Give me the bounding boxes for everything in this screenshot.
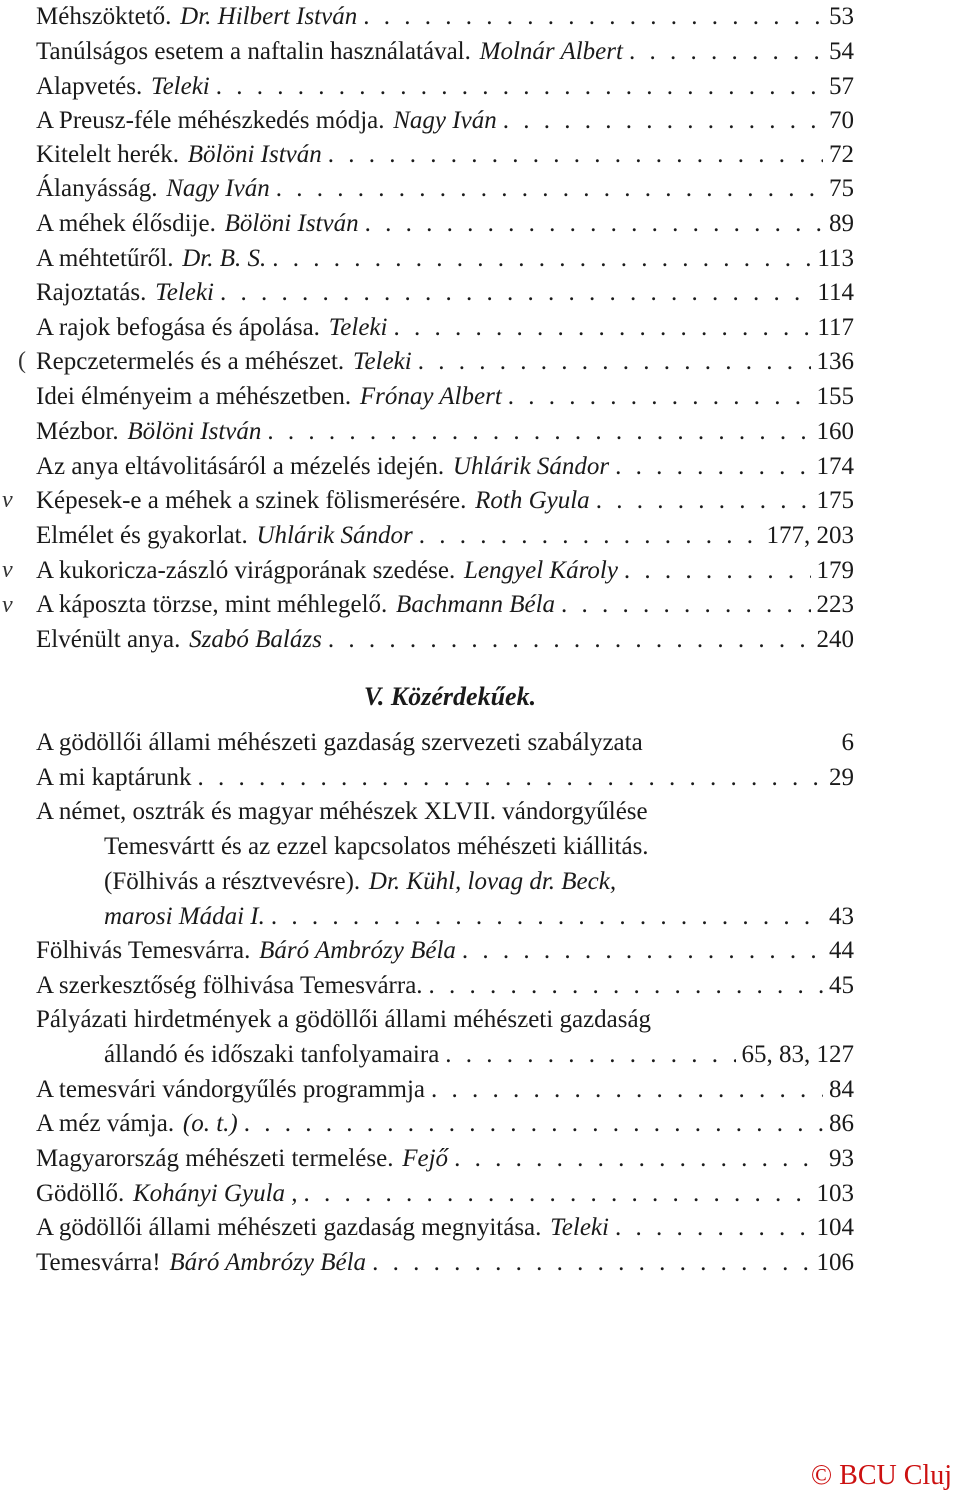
dot-leader xyxy=(615,1213,811,1243)
index-entry xyxy=(36,37,854,67)
entry-author: Uhlárik Sándor xyxy=(256,522,413,549)
index-entry-line xyxy=(36,797,780,827)
entry-title: A Preusz-féle méhészkedés módja. xyxy=(36,107,385,134)
entry-page: 43 xyxy=(829,903,854,930)
entry-title: A temesvári vándorgyűlés programmja xyxy=(36,1076,426,1103)
entry-author: Bölöni István xyxy=(127,418,262,445)
index-entry xyxy=(36,278,854,308)
entry-title: A rajok befogása és ápolása. xyxy=(36,314,320,341)
entry-page: 57 xyxy=(829,73,854,100)
entry-title: A gödöllői állami méhészeti gazdaság megnyitása. xyxy=(36,1214,542,1241)
entry-page: 93 xyxy=(829,1145,854,1172)
entry-title: A káposzta törzse, mint méhlegelő. xyxy=(36,591,388,618)
dot-leader xyxy=(445,1040,735,1070)
index-entry xyxy=(36,971,854,1001)
index-entry xyxy=(36,1075,854,1105)
entry-title-continued: Temesvártt és az ezzel kapcsolatos méhészeti kiállitás. xyxy=(104,833,649,860)
entry-title-continued: (Fölhivás a résztvevésre). xyxy=(104,868,361,895)
index-entry xyxy=(36,347,854,377)
dot-leader xyxy=(276,174,823,204)
entry-title: A kukoricza-zászló virágporának szedése. xyxy=(36,557,456,584)
entry-page: 29 xyxy=(829,764,854,791)
entry-title: Idei élményeim a méhészetben. xyxy=(36,383,352,410)
index-entry xyxy=(36,1213,854,1243)
dot-leader xyxy=(462,936,823,966)
entry-title: Fölhivás Temesvárra. xyxy=(36,937,251,964)
entry-title: Elmélet és gyakorlat. xyxy=(36,522,248,549)
dot-leader xyxy=(419,521,761,551)
dot-leader xyxy=(244,1109,823,1139)
dot-leader xyxy=(561,590,810,620)
index-entry xyxy=(36,521,854,551)
entry-page: 53 xyxy=(829,3,854,30)
entry-author: Dr. Hilbert István xyxy=(180,3,358,30)
entry-page: 179 xyxy=(816,557,854,584)
index-entry xyxy=(36,1248,854,1278)
dot-leader xyxy=(220,278,811,308)
entry-author: Báró Ambrózy Béla xyxy=(259,937,456,964)
entry-title: Repczetermelés és a méhészet. xyxy=(36,348,345,375)
entry-author: Roth Gyula xyxy=(475,487,590,514)
entry-page: 177, 203 xyxy=(766,522,854,549)
entry-title: Tanúlságos esetem a naftalin használatával. xyxy=(36,38,471,65)
library-watermark: © BCU Cluj xyxy=(810,1460,952,1491)
entry-page: 72 xyxy=(829,141,854,168)
entry-author: Molnár Albert xyxy=(479,38,623,65)
margin-mark: v xyxy=(2,557,13,583)
entry-author: Teleki xyxy=(352,348,412,375)
entry-page: 240 xyxy=(816,626,854,653)
entry-title: A mi kaptárunk xyxy=(36,764,192,791)
entry-page: 174 xyxy=(816,453,854,480)
dot-leader xyxy=(365,209,823,239)
entry-title: Képesek-e a méhek a szinek fölismerésére. xyxy=(36,487,467,514)
index-entry-line xyxy=(36,1005,780,1035)
dot-leader xyxy=(418,347,811,377)
entry-author: Dr. Kühl, lovag dr. Beck, xyxy=(368,868,617,895)
entry-page: 103 xyxy=(816,1180,854,1207)
index-entry xyxy=(36,417,854,447)
dot-leader xyxy=(304,1179,811,1209)
margin-mark: v xyxy=(2,592,13,618)
entry-author: (o. t.) xyxy=(182,1110,238,1137)
entry-author: Kohányi Gyula , xyxy=(132,1180,298,1207)
entry-author: Báró Ambrózy Béla xyxy=(169,1249,367,1276)
entry-page: 155 xyxy=(816,383,854,410)
index-entry xyxy=(36,244,854,274)
dot-leader xyxy=(508,382,811,412)
index-entry xyxy=(36,556,854,586)
dot-leader xyxy=(431,1075,823,1105)
entry-title: Alapvetés. xyxy=(36,73,143,100)
entry-title: Gödöllő. xyxy=(36,1180,125,1207)
dot-leader xyxy=(363,2,823,32)
dot-leader xyxy=(393,313,811,343)
entry-page: 86 xyxy=(829,1110,854,1137)
index-entry xyxy=(36,313,854,343)
entry-author: Bölöni István xyxy=(187,141,322,168)
entry-page: 114 xyxy=(817,279,854,306)
entry-title: Pályázati hirdetmények a gödöllői állami méhészeti gazdaság xyxy=(36,1006,652,1033)
entry-title: Elvénült anya. xyxy=(36,626,181,653)
dot-leader xyxy=(596,486,811,516)
index-entry xyxy=(36,625,854,655)
entry-page: 6 xyxy=(841,729,854,756)
entry-title: Álanyásság. xyxy=(36,175,158,202)
index-entry xyxy=(36,936,854,966)
entry-author: Frónay Albert xyxy=(359,383,502,410)
entry-author: Uhlárik Sándor xyxy=(452,453,610,480)
entry-title-continued: állandó és időszaki tanfolyamaira xyxy=(104,1041,440,1068)
entry-title: A méz vámja. xyxy=(36,1110,175,1137)
entry-page: 117 xyxy=(817,314,854,341)
entry-page: 70 xyxy=(829,107,854,134)
dot-leader xyxy=(454,1144,823,1174)
index-entry xyxy=(36,174,854,204)
dot-leader xyxy=(328,625,811,655)
index-entry-line xyxy=(104,1040,854,1070)
dot-leader xyxy=(624,556,811,586)
entry-page: 104 xyxy=(816,1214,854,1241)
index-entry xyxy=(36,1179,854,1209)
index-entry xyxy=(36,590,854,620)
entry-title: Kitelelt herék. xyxy=(36,141,179,168)
dot-leader xyxy=(503,106,823,136)
index-entry xyxy=(36,140,854,170)
index-entry xyxy=(36,728,854,758)
entry-title: Az anya eltávolitásáról a mézelés idején. xyxy=(36,453,445,480)
entry-title: Méhszöktető. xyxy=(36,3,172,30)
entry-page: 84 xyxy=(829,1076,854,1103)
entry-page: 75 xyxy=(829,175,854,202)
margin-mark: v xyxy=(2,487,13,513)
dot-leader xyxy=(615,452,810,482)
entry-author: marosi Mádai I. xyxy=(104,903,265,930)
dot-leader xyxy=(272,244,811,274)
entry-page: 113 xyxy=(817,245,854,272)
index-entry xyxy=(36,1109,854,1139)
entry-title: A német, osztrák és magyar méhészek XLVII. vándorgyűlése xyxy=(36,798,648,825)
entry-page: 160 xyxy=(816,418,854,445)
index-entry xyxy=(36,209,854,239)
index-entry xyxy=(36,763,854,793)
entry-title: A méhek élősdije. xyxy=(36,210,216,237)
index-entry-line xyxy=(104,867,780,897)
dot-leader xyxy=(267,417,810,447)
entry-title: A gödöllői állami méhészeti gazdaság szervezeti szabályzata xyxy=(36,729,643,756)
entry-author: Nagy Iván xyxy=(393,107,497,134)
entry-author: Nagy Iván xyxy=(166,175,270,202)
dot-leader xyxy=(328,140,823,170)
index-entry-line xyxy=(104,832,780,862)
entry-author: Dr. B. S. xyxy=(182,245,267,272)
index-entry xyxy=(36,2,854,32)
dot-leader xyxy=(216,72,823,102)
index-entry xyxy=(36,452,854,482)
entry-page: 45 xyxy=(829,972,854,999)
index-entry xyxy=(36,106,854,136)
margin-mark: ( xyxy=(18,348,26,374)
dot-leader xyxy=(372,1248,810,1278)
dot-leader xyxy=(629,37,823,67)
entry-title: Mézbor. xyxy=(36,418,119,445)
entry-page: 175 xyxy=(816,487,854,514)
entry-title: A szerkesztőség fölhivása Temesvárra. xyxy=(36,972,423,999)
section-heading: V. Közérdekűek. xyxy=(363,682,537,711)
index-entry xyxy=(36,1144,854,1174)
entry-author: Teleki xyxy=(155,279,214,306)
entry-title: Rajoztatás. xyxy=(36,279,147,306)
index-entry xyxy=(36,382,854,412)
index-entry xyxy=(36,486,854,516)
dot-leader xyxy=(429,971,823,1001)
entry-page: 44 xyxy=(829,937,854,964)
entry-author: Lengyel Károly xyxy=(464,557,618,584)
entry-title: Temesvárra! xyxy=(36,1249,161,1276)
entry-author: Bölöni István xyxy=(224,210,359,237)
entry-page: 106 xyxy=(816,1249,854,1276)
index-entry-line xyxy=(104,902,854,932)
entry-author: Teleki xyxy=(328,314,388,341)
dot-leader xyxy=(198,763,823,793)
entry-page: 136 xyxy=(816,348,854,375)
entry-author: Bachmann Béla xyxy=(396,591,556,618)
entry-page: 223 xyxy=(816,591,854,618)
index-entry xyxy=(36,72,854,102)
entry-author: Teleki xyxy=(150,73,210,100)
entry-title: A méhtetűről. xyxy=(36,245,174,272)
entry-author: Fejő xyxy=(402,1145,449,1172)
entry-author: Teleki xyxy=(550,1214,609,1241)
entry-page: 54 xyxy=(829,38,854,65)
entry-author: Szabó Balázs xyxy=(189,626,322,653)
entry-page: 65, 83, 127 xyxy=(741,1041,854,1068)
dot-leader xyxy=(271,902,823,932)
entry-title: Magyarország méhészeti termelése. xyxy=(36,1145,394,1172)
entry-page: 89 xyxy=(829,210,854,237)
